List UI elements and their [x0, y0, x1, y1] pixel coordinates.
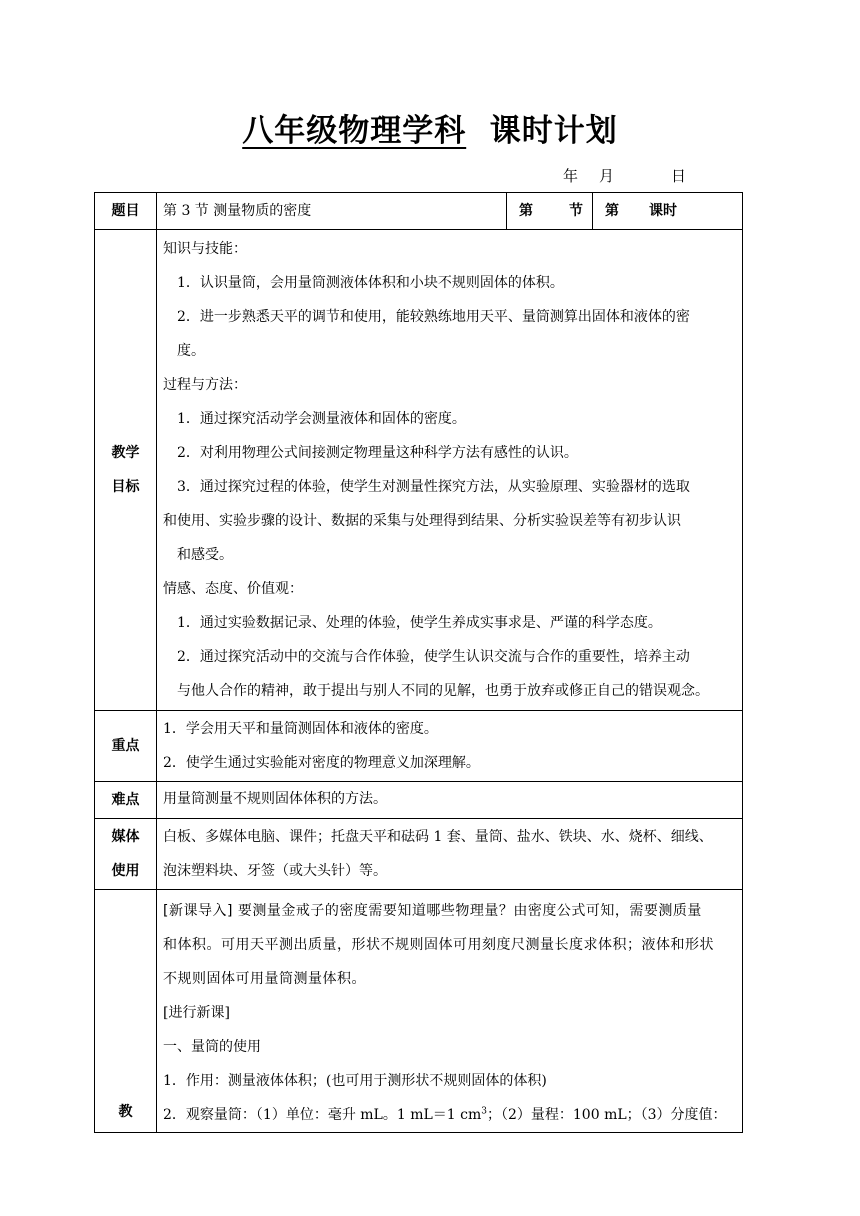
process-item-3-cont-2: 和感受。: [177, 547, 233, 563]
emotion-item-2-cont: 与他人合作的精神，敢于提出与别人不同的见解，也勇于放弃或修正自己的错误观念。: [177, 683, 709, 699]
topic-row: [95, 193, 743, 230]
teaching-content: [157, 890, 743, 1133]
media-line-2: 泡沫塑料块、牙签（或大头针）等。: [163, 863, 387, 879]
lesson-plan-table: [94, 192, 743, 1133]
section-heading: 一、量筒的使用: [163, 1039, 261, 1055]
item-2: [157, 1098, 742, 1132]
section-unit: 节: [569, 203, 583, 219]
knowledge-item-2: 2．进一步熟悉天平的调节和使用，能较熟练地用天平、量筒测算出固体和液体的密: [177, 309, 690, 325]
intro-line-3: 不规则固体可用量筒测量体积。: [163, 971, 366, 987]
intro-line-2: 和体积。可用天平测出质量，形状不规则固体可用刻度尺测量长度求体积；液体和形状: [163, 937, 714, 953]
difficulty-content: [157, 782, 743, 819]
key-point-2: 2．使学生通过实验能对密度的物理意义加深理解。: [163, 755, 480, 771]
goals-content: [157, 230, 743, 711]
key-points-label: 重点: [95, 711, 157, 782]
media-label-2: 使用: [111, 863, 140, 879]
title-subject: 八年级物理学科: [242, 113, 467, 149]
process-item-2: 2．对利用物理公式间接测定物理量这种科学方法有感性的认识。: [177, 445, 578, 461]
knowledge-item-2-cont: 度。: [177, 343, 205, 359]
media-label-1: 媒体: [111, 829, 140, 845]
knowledge-item-1: 1．认识量筒，会用量筒测液体体积和小块不规则固体的体积。: [177, 275, 564, 291]
date-day: 日: [671, 167, 687, 185]
emotion-heading: 情感、态度、价值观：: [163, 581, 303, 597]
goals-label: [95, 230, 157, 711]
key-points-row: [95, 711, 743, 782]
page-title: [0, 105, 860, 150]
new-lesson-heading: [进行新课]: [163, 1005, 230, 1021]
media-row: [95, 819, 743, 890]
topic-label: 题目: [95, 193, 157, 230]
media-content: [157, 819, 743, 890]
process-heading: 过程与方法：: [163, 377, 247, 393]
difficulty-line: 用量筒测量不规则固体体积的方法。: [163, 791, 387, 807]
media-line-1: 白板、多媒体电脑、课件；托盘天平和砝码 1 套、量筒、盐水、铁块、水、烧杯、细线、: [163, 829, 713, 845]
media-label: [95, 819, 157, 890]
period-cell: [593, 193, 743, 230]
process-item-3: 3．通过探究过程的体验，使学生对测量性探究方法，从实验原理、实验器材的选取: [177, 479, 690, 495]
process-item-1: 1．通过探究活动学会测量液体和固体的密度。: [177, 411, 466, 427]
teaching-row: [95, 890, 743, 1133]
goals-label-1: 教学: [111, 445, 140, 461]
goals-row: [95, 230, 743, 711]
difficulty-label: 难点: [95, 782, 157, 819]
item-2-text: 2．观察量筒：（1）单位：毫升 mL。1 mL＝1 cm: [163, 1107, 482, 1123]
key-point-1: 1．学会用天平和量筒测固体和液体的密度。: [163, 721, 438, 737]
emotion-item-2: 2．通过探究活动中的交流与合作体验，使学生认识交流与合作的重要性，培养主动: [177, 649, 690, 665]
topic-value: 第 3 节 测量物质的密度: [157, 193, 507, 230]
date-month: 月: [599, 167, 615, 185]
section-label: 第: [519, 203, 533, 219]
knowledge-heading: 知识与技能：: [163, 241, 247, 257]
item-2-rest: ；（2）量程：100 mL；（3）分度值：: [486, 1107, 727, 1123]
emotion-item-1: 1．通过实验数据记录、处理的体验，使学生养成实事求是、严谨的科学态度。: [177, 615, 662, 631]
key-points-content: [157, 711, 743, 782]
period-unit: 课时: [649, 203, 677, 219]
process-item-3-cont-1: 和使用、实验步骤的设计、数据的采集与处理得到结果、分析实验误差等有初步认识: [163, 513, 681, 529]
teaching-label: 教: [95, 890, 157, 1133]
date-year: 年: [563, 167, 579, 185]
item-1: 1．作用：测量液体体积；(也可用于测形状不规则固体的体积): [163, 1073, 547, 1089]
period-label: 第: [605, 203, 619, 219]
goals-label-2: 目标: [111, 479, 140, 495]
item-2-superscript: 3: [481, 1106, 487, 1117]
difficulty-row: [95, 782, 743, 819]
title-plan: 课时计划: [489, 113, 618, 149]
intro-line-1: [新课导入] 要测量金戒子的密度需要知道哪些物理量？由密度公式可知，需要测质量: [163, 903, 702, 919]
section-cell: [507, 193, 593, 230]
